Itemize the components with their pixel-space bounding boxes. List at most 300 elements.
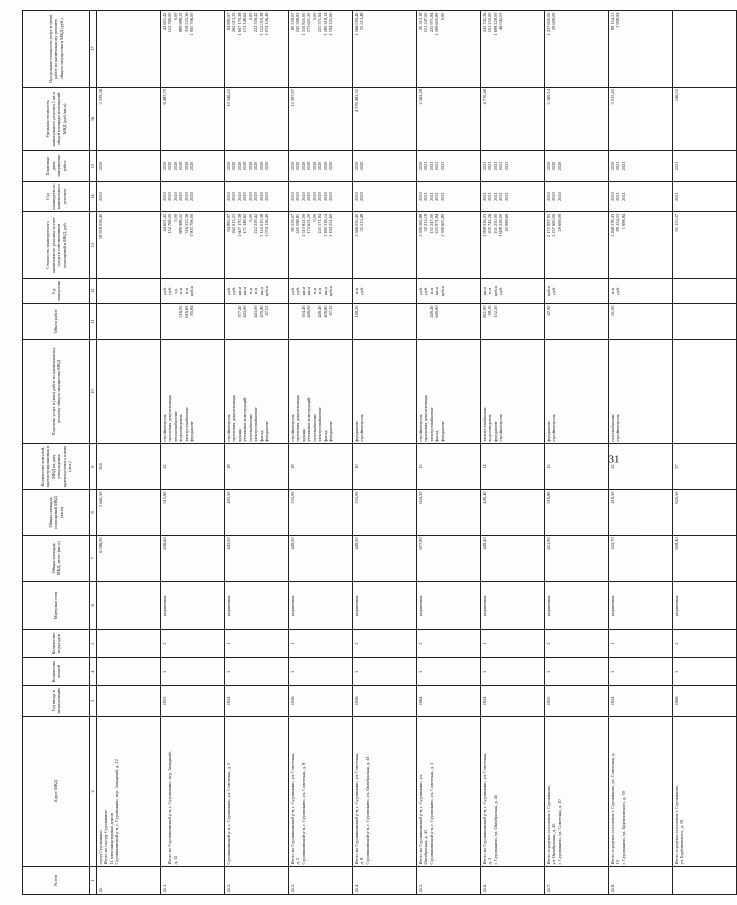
premises-area — [224, 490, 288, 536]
limit-cost-line: 225 971,84 — [428, 12, 434, 33]
unit-line: кв.м — [434, 286, 439, 295]
completion-year-line: 2020 — [161, 161, 167, 171]
year-built — [96, 686, 160, 717]
unit-line: руб. — [289, 287, 295, 295]
repair-cost-line: 1 998,84 — [620, 213, 626, 230]
unit-line: кв.м — [242, 286, 247, 295]
unit — [544, 278, 608, 303]
repair-cost-line: 1 122 019,38 — [258, 213, 264, 237]
repair-cost-line: 245 598,81 — [295, 213, 300, 234]
wall-material-value: кирпичные — [161, 594, 167, 616]
completion-year-line: 2021 — [620, 161, 626, 171]
completion-year-line: 2020 — [359, 161, 364, 171]
row-number-value: 45.5. — [417, 883, 423, 893]
planned-year-line: 2020 — [545, 192, 551, 201]
limit-cost-line: 29 699,09 — [551, 12, 556, 31]
work-volume — [160, 304, 224, 340]
row-number — [608, 866, 672, 894]
floors — [416, 658, 480, 686]
column-number: 15 — [90, 151, 97, 182]
repair-cost-line: 84 885,97 — [225, 213, 231, 232]
year-built — [352, 686, 416, 717]
repair-cost-line: 45 988,69 — [503, 213, 509, 232]
table-row — [160, 11, 224, 895]
unit — [224, 278, 288, 303]
row-number-value: 45.2. — [225, 883, 231, 893]
work-volume-line: 821,90 — [481, 305, 487, 318]
work-type-line: электроснабжение — [317, 407, 322, 442]
repair-cost-line: 18 928 058,40 — [97, 213, 103, 240]
planned-year-line: 2020 — [328, 192, 333, 201]
limit-cost-line: 222 359,42 — [253, 12, 258, 33]
repair-cost-line: 225 971,84 — [434, 213, 439, 234]
entrances — [160, 630, 224, 658]
total-area-value: 651,90 — [545, 537, 551, 550]
repair-cost-line: 316 523,36 — [183, 213, 189, 234]
unit-line: п.м — [253, 287, 258, 294]
floors-value: 2 — [289, 670, 295, 673]
entrances — [608, 630, 672, 658]
table-row — [672, 11, 736, 895]
repair-cost-line: 1 566 050,40 — [353, 213, 359, 237]
repair-cost-line: 889 988,22 — [178, 213, 183, 234]
floors — [608, 658, 672, 686]
premises-area — [416, 490, 480, 536]
planned-year-line: 2020 — [306, 192, 311, 201]
planned-year-line: 2020 — [359, 192, 364, 201]
year-built — [288, 686, 352, 717]
residents — [672, 444, 736, 490]
completion-year — [288, 151, 352, 182]
planned-year-line: 2020 — [97, 192, 103, 201]
wall-material — [480, 581, 544, 629]
unit-cost-line: 10 346,22 — [225, 89, 231, 107]
work-type-line: утепление конструкций — [242, 397, 247, 442]
unit-cost — [160, 87, 224, 151]
completion-year-line: 2021 — [503, 161, 509, 171]
work-type — [608, 339, 672, 443]
limit-cost-line: 0,00 — [247, 12, 253, 21]
limit-cost — [480, 11, 544, 88]
repair-cost-line: 1 698 228,00 — [498, 213, 503, 237]
work-type-line: фасад — [434, 430, 439, 442]
total-area — [608, 535, 672, 581]
premises-area-value: 624,20 — [417, 491, 423, 504]
planned-year-line: 2020 — [189, 192, 194, 201]
limit-cost-line: 0,00 — [439, 12, 445, 21]
completion-year-line: 2021 — [481, 161, 487, 171]
planned-year-line: 2020 — [609, 192, 615, 201]
work-type-line: стройконтроль — [417, 414, 423, 442]
unit-cost — [288, 87, 352, 151]
column-header: Количество жителей, зарегистрированных в МКД на дату утверждения краткосрочного плана (чел.) — [23, 444, 90, 490]
entrances — [672, 630, 736, 658]
year-built — [224, 686, 288, 717]
row-number — [416, 866, 480, 894]
row-number-value: 45.6. — [481, 883, 487, 893]
column-number: 8 — [90, 490, 97, 536]
year-built-value: 1955 — [545, 696, 551, 706]
work-volume-line: 479,80 — [258, 305, 264, 318]
planned-year-line: 2021 — [423, 192, 428, 201]
planned-year — [672, 181, 736, 212]
row-number — [288, 866, 352, 894]
total-area — [96, 535, 160, 581]
residents — [288, 444, 352, 490]
unit-cost-line: 12 397,97 — [289, 89, 295, 107]
limit-cost-line: 0,00 — [311, 12, 317, 21]
planned-year-line: 2021 — [492, 192, 498, 201]
table-body — [96, 11, 736, 895]
repair-cost-line: 0,00 — [247, 213, 253, 222]
unit-cost — [96, 87, 160, 151]
floors-value: 2 — [417, 670, 423, 673]
repair-cost-line: 89 154,53 — [615, 213, 620, 232]
entrances-value: 2 — [353, 642, 359, 645]
premises-area — [160, 490, 224, 536]
unit-line: руб. — [161, 287, 167, 295]
unit-cost-line: 4 710,46 — [481, 89, 487, 105]
address — [608, 716, 672, 866]
completion-year-line: 2020 — [178, 161, 183, 171]
residents-value: 15 — [417, 464, 423, 469]
row-number — [96, 866, 160, 894]
limit-cost-line: 1 280 318,14 — [322, 12, 328, 36]
wall-material — [416, 581, 480, 629]
limit-cost-line: 44 601,42 — [161, 12, 167, 31]
completion-year-line: 2021 — [423, 161, 428, 171]
unit-line: руб. — [167, 287, 172, 295]
limit-cost-line: 0,00 — [172, 12, 178, 21]
entrances-value: 1 — [609, 642, 615, 645]
year-built-value: 1954 — [609, 696, 615, 706]
work-type-line: стройконтроль — [289, 414, 295, 442]
residents-value: 22 — [609, 464, 615, 469]
limit-cost — [224, 11, 288, 88]
work-volume-line: 449,00 — [306, 305, 311, 318]
row-number-value: 45.8. — [609, 883, 615, 893]
work-volume-line: 152,20 — [492, 305, 498, 318]
unit-line: куб.м — [545, 285, 551, 297]
work-type-line: фасад — [258, 430, 264, 442]
limit-cost-line: 1 122 019,38 — [258, 12, 264, 36]
planned-year-line: 2020 — [289, 192, 295, 201]
work-type-line: проектная документация — [423, 395, 428, 442]
work-volume-line: 98,10 — [487, 305, 492, 316]
completion-year — [224, 151, 288, 182]
repair-cost-line: 1 280 318,14 — [322, 213, 328, 237]
repair-cost-line: 152 769,00 — [167, 213, 172, 234]
planned-year-line: 2020 — [322, 192, 328, 201]
work-volume-line — [615, 306, 621, 338]
limit-cost-line: 1 510 821,00 — [300, 12, 306, 36]
limit-cost — [416, 11, 480, 88]
work-type-line: утепление конструкций — [306, 397, 311, 442]
entrances — [96, 630, 160, 658]
row-number-value: 45.7. — [545, 883, 551, 893]
unit-line: п.м — [311, 287, 317, 294]
entrances-value: 1 — [225, 642, 231, 645]
repair-cost-line: 2 175 997,95 — [545, 213, 551, 237]
limit-cost-line: 89 154,53 — [609, 12, 615, 31]
row-number — [224, 866, 288, 894]
unit-cost-line: 6 485,70 — [161, 89, 167, 105]
premises-area-value: 620,50 — [673, 491, 679, 504]
completion-year-line: 2021 — [439, 161, 445, 171]
year-built-value: 1956 — [353, 696, 359, 706]
planned-year — [224, 181, 288, 212]
address-line: 10 — [615, 860, 620, 865]
completion-year-line: 2020 — [609, 161, 615, 171]
row-number — [544, 866, 608, 894]
limit-cost — [544, 11, 608, 88]
total-area — [416, 535, 480, 581]
table-row — [416, 11, 480, 895]
work-type — [352, 339, 416, 443]
unit-line: куб.м — [264, 285, 269, 297]
limit-cost-line: 1 194 251,60 — [328, 12, 333, 36]
completion-year-line: 2020 — [417, 161, 423, 171]
table-row — [224, 11, 288, 895]
column-number: 12 — [90, 278, 97, 303]
work-type-line: крыша — [300, 429, 306, 442]
column-number: 9 — [90, 444, 97, 490]
unit-line: руб. — [225, 287, 231, 295]
completion-year — [672, 151, 736, 182]
work-volume-line — [551, 306, 557, 338]
unit-line: п.м — [183, 287, 189, 294]
wall-material-value: кирпичные — [609, 594, 615, 616]
row-number-value: 45. — [97, 887, 103, 893]
completion-year-line: 2020 — [556, 161, 562, 171]
work-volume-line: 67,90 — [545, 305, 551, 316]
page-number: 31 — [608, 453, 620, 466]
premises-area-value: 519,80 — [545, 491, 551, 504]
completion-year-line: 2020 — [551, 161, 556, 171]
row-number-value: 45.3. — [289, 883, 295, 893]
repair-cost-line: 101 250,00 — [492, 213, 498, 234]
address-line: д. 5 — [295, 857, 300, 865]
work-type-line: водоотведение — [487, 414, 492, 442]
completion-year-line: 2020 — [258, 161, 264, 171]
column-header: Материал стен — [23, 581, 90, 629]
limit-cost-line: 1 905 706,00 — [189, 12, 194, 36]
planned-year-line: 2020 — [247, 192, 253, 201]
completion-year — [544, 151, 608, 182]
total-area-value: 6 596,00 — [97, 537, 103, 553]
work-type-line: газоснабжение — [247, 413, 253, 442]
unit — [416, 278, 480, 303]
repair-cost-line: 1 599 563,88 — [417, 213, 423, 237]
repair-cost-line: 1 905 706,00 — [189, 213, 194, 237]
address-line: д. 3 — [487, 857, 492, 865]
limit-cost-line: 171 148,62 — [242, 12, 247, 33]
unit-line: п.м — [487, 287, 492, 294]
unit — [288, 278, 352, 303]
work-volume-line: 449,40 — [428, 305, 434, 318]
entrances — [480, 630, 544, 658]
completion-year-line: 2020 — [236, 161, 242, 171]
work-type-line: фундамент — [439, 421, 445, 442]
completion-year-line: 2021 — [615, 161, 620, 171]
repair-cost — [672, 212, 736, 278]
residents — [160, 444, 224, 490]
total-area-value: 432,70 — [609, 537, 615, 550]
planned-year-line: 2020 — [161, 192, 167, 201]
limit-cost-line: 243 742,26 — [481, 12, 487, 33]
column-number: 11 — [90, 304, 97, 340]
total-area-value: 449,00 — [353, 537, 359, 550]
floors — [224, 658, 288, 686]
unit-line: п.м — [428, 287, 434, 294]
table-row — [608, 11, 672, 895]
address-line: Итого городское поселение г. Суровикино, ул. Советская, д. — [609, 752, 615, 865]
unit-line: ед. — [172, 288, 178, 294]
unit — [672, 278, 736, 303]
total-area-value: 443,00 — [225, 537, 231, 550]
year-built — [160, 686, 224, 717]
premises-area — [608, 490, 672, 536]
unit-cost — [352, 87, 416, 151]
address-line: город Суровикино — [97, 830, 103, 865]
residents — [480, 444, 544, 490]
address — [672, 716, 736, 866]
repair-cost-line: 1 194 251,60 — [328, 213, 333, 237]
year-built-value: 1953 — [161, 696, 167, 706]
completion-year — [480, 151, 544, 182]
unit — [96, 278, 160, 303]
entrances — [224, 630, 288, 658]
unit — [608, 278, 672, 303]
limit-cost — [288, 11, 352, 88]
unit-line: п.м — [317, 287, 322, 294]
repair-cost — [416, 212, 480, 278]
work-volume-line: 61,00 — [609, 305, 615, 316]
work-type-line: проектная документация — [167, 395, 172, 442]
work-volume — [480, 304, 544, 340]
year-built — [672, 686, 736, 717]
repair-cost-line: 1 998 016,03 — [481, 213, 487, 237]
work-type-line: электроснабжение — [481, 407, 487, 442]
floors — [672, 658, 736, 686]
residents-value: 14 — [481, 464, 487, 469]
address — [480, 716, 544, 866]
address-line: Суровикинский р-н, г. Суровикино, ул. Советская, д. 5 — [225, 762, 231, 865]
unit-line: руб. — [231, 287, 236, 295]
row-number-value: 45.4. — [353, 883, 359, 893]
premises-area — [544, 490, 608, 536]
unit-cost-line: 146,55 — [673, 89, 679, 102]
limit-cost-line: 1 074 126,49 — [264, 12, 269, 36]
work-type-line: теплоснабжение — [172, 411, 178, 442]
repair-cost-line: 1 510 821,00 — [300, 213, 306, 237]
address-line: д. 12 — [172, 855, 178, 865]
completion-year-line: 2020 — [183, 161, 189, 171]
floors-value: 2 — [673, 670, 679, 673]
residents — [544, 444, 608, 490]
total-area-value: 449,40 — [481, 537, 487, 550]
unit-line: кв.м — [258, 286, 264, 295]
entrances-value: 2 — [545, 642, 551, 645]
address-line: Итого городское поселение г. Суровикино, — [673, 784, 679, 865]
work-type — [288, 339, 352, 443]
planned-year — [480, 181, 544, 212]
address — [224, 716, 288, 866]
repair-cost-line: 1 268 378,43 — [609, 213, 615, 237]
work-type-line: стройконтроль — [615, 414, 620, 442]
unit-line: кв.м — [481, 286, 487, 295]
repair-cost-line: 91 153,37 — [673, 213, 679, 232]
row-number-value: 45.1. — [161, 883, 167, 893]
completion-year-line: 2020 — [317, 161, 322, 171]
work-type-line: газоснабжение — [609, 413, 615, 442]
table-row — [288, 11, 352, 895]
residents-value: 22 — [161, 464, 167, 469]
unit-line: куб.м — [439, 285, 445, 297]
entrances-value: 1 — [481, 642, 487, 645]
repair-cost — [224, 212, 288, 278]
repair-cost — [480, 212, 544, 278]
column-header: Общая площадь помещений МКД (кв.м) — [23, 490, 90, 536]
address-line: Суровикинский р-н, г. Суровикино, пер. Западный, д. 12 — [114, 759, 119, 865]
work-type-line: стройконтроль — [225, 414, 231, 442]
unit-cost-line: 4 376 482,35 — [353, 89, 359, 113]
premises-area-value: 419,50 — [609, 491, 615, 504]
unit-line: п.м — [247, 287, 253, 294]
planned-year-line: 2020 — [300, 192, 306, 201]
unit — [352, 278, 416, 303]
limit-cost-line: 1 566 050,40 — [353, 12, 359, 36]
work-type-line: водоотведение — [178, 414, 183, 442]
work-volume-line — [359, 306, 365, 338]
limit-cost-line: 1 237 600,00 — [545, 12, 551, 36]
entrances — [544, 630, 608, 658]
entrances — [416, 630, 480, 658]
limit-cost-line: 173 621,20 — [306, 12, 311, 33]
wall-material — [288, 581, 352, 629]
year-built-value: 1954 — [225, 696, 231, 706]
floors-value: 2 — [609, 670, 615, 673]
unit — [160, 278, 224, 303]
unit-cost — [224, 87, 288, 151]
planned-year-line: 2021 — [620, 192, 626, 201]
planned-year-line: 2020 — [172, 192, 178, 201]
planned-year-line: 2020 — [295, 192, 300, 201]
unit-line: куб.м — [328, 285, 333, 297]
table-row — [480, 11, 544, 895]
year-built — [608, 686, 672, 717]
repair-cost-line: 29 699,09 — [556, 213, 562, 232]
planned-year-line: 2021 — [487, 192, 492, 201]
unit-line: кв.м — [300, 286, 306, 295]
total-area — [352, 535, 416, 581]
completion-year-line: 2020 — [353, 161, 359, 171]
column-number: 17 — [90, 11, 97, 88]
limit-cost — [608, 11, 672, 88]
wall-material — [608, 581, 672, 629]
residents — [416, 444, 480, 490]
repair-cost-line: 225 571,94 — [317, 213, 322, 234]
work-type-line: проектная документация — [295, 395, 300, 442]
planned-year-line: 2021 — [481, 192, 487, 201]
column-number: 10 — [90, 339, 97, 443]
column-number: 1 — [90, 866, 97, 894]
work-type-line: фундамент — [189, 421, 194, 442]
entrances — [352, 630, 416, 658]
residents-value: 37 — [673, 464, 679, 469]
work-type-line: стройконтроль — [161, 414, 167, 442]
year-built — [416, 686, 480, 717]
